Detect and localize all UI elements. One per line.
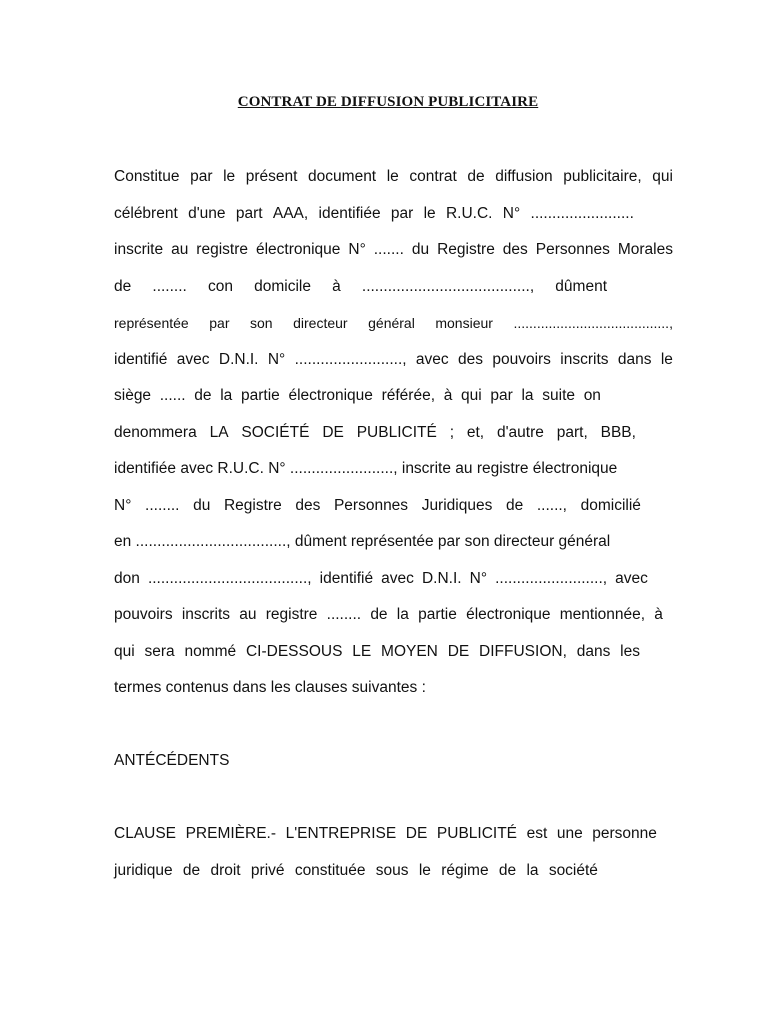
paragraph-line — [114, 167, 673, 187]
word: LA — [209, 424, 229, 441]
word: ......................................., — [361, 278, 535, 295]
word: domicilié — [580, 497, 641, 514]
word: inscrite — [114, 241, 164, 258]
word: le — [660, 351, 673, 368]
word: part — [235, 205, 263, 222]
section-heading: ANTÉCÉDENTS — [114, 752, 230, 769]
word: ........................ — [530, 205, 634, 222]
word: de — [370, 606, 388, 623]
word: N° — [469, 570, 488, 587]
word: de — [194, 387, 212, 404]
word: ........................., — [495, 570, 608, 587]
word: représentée — [114, 315, 189, 331]
word: de — [498, 862, 517, 879]
word: des — [295, 497, 321, 514]
word: la — [526, 862, 539, 879]
word: par — [190, 168, 213, 185]
word: célébrent — [114, 205, 178, 222]
word: document — [308, 168, 377, 185]
word: au — [171, 241, 189, 258]
word: société — [548, 862, 598, 879]
word: diffusion — [495, 168, 553, 185]
word: par — [209, 315, 230, 331]
word: qui — [461, 387, 482, 404]
word: son — [250, 315, 273, 331]
word: con — [207, 278, 233, 295]
word: identifié — [319, 570, 374, 587]
word: suite — [542, 387, 575, 404]
word: de — [467, 168, 485, 185]
word: registre — [265, 606, 318, 623]
word: ....................................., — [147, 570, 312, 587]
word: identifiée — [318, 205, 381, 222]
word: du — [411, 241, 430, 258]
word: une — [556, 825, 583, 842]
word: D.N.I. — [421, 570, 462, 587]
word: inscrits — [181, 606, 231, 623]
paragraph-line — [114, 569, 648, 589]
word: d'autre — [496, 424, 544, 441]
word: dûment — [555, 278, 607, 295]
word: à — [654, 606, 663, 623]
word: don — [114, 570, 140, 587]
word: ........................., — [294, 351, 407, 368]
word: R.U.C. — [445, 205, 493, 222]
word: la — [396, 606, 409, 623]
word: ........ — [152, 278, 187, 295]
word: par — [490, 387, 513, 404]
word: directeur — [293, 315, 348, 331]
word: référée, — [381, 387, 436, 404]
word: DE — [322, 424, 344, 441]
word: Constitue — [114, 168, 180, 185]
word: domicile — [254, 278, 311, 295]
paragraph-line — [114, 240, 673, 260]
word: publicitaire, — [563, 168, 642, 185]
word: partie — [240, 387, 280, 404]
word: D.N.I. — [218, 351, 259, 368]
word: sous — [375, 862, 409, 879]
word: est — [526, 825, 548, 842]
word: Registre — [223, 497, 282, 514]
word: et, — [466, 424, 485, 441]
word: présent — [245, 168, 298, 185]
word: la — [220, 387, 233, 404]
word: identifié — [114, 351, 168, 368]
word: L'ENTREPRISE — [285, 825, 397, 842]
word: juridique — [114, 862, 173, 879]
word: Personnes — [333, 497, 409, 514]
word: Juridiques — [421, 497, 493, 514]
word: partie — [418, 606, 457, 623]
word: BBB, — [600, 424, 636, 441]
word: PUBLICITÉ — [436, 825, 518, 842]
word: régime — [441, 862, 489, 879]
word: on — [583, 387, 601, 404]
word: N° — [114, 497, 132, 514]
word: la — [521, 387, 534, 404]
word: part, — [556, 424, 588, 441]
paragraph-line — [114, 386, 601, 406]
word: dans — [576, 643, 611, 660]
word: des — [458, 351, 483, 368]
word: avec — [381, 570, 414, 587]
word: monsieur — [435, 315, 493, 331]
word: général — [368, 315, 415, 331]
word: DIFFUSION, — [479, 643, 567, 660]
word: de — [505, 497, 524, 514]
word: les — [620, 643, 640, 660]
word: contrat — [409, 168, 457, 185]
word: ........................................, — [513, 315, 673, 331]
word: au — [239, 606, 257, 623]
word: mentionnée, — [559, 606, 646, 623]
word: constituée — [294, 862, 366, 879]
word: PUBLICITÉ — [356, 424, 437, 441]
word: des — [502, 241, 528, 258]
word: pouvoirs — [114, 606, 173, 623]
word: ........ — [326, 606, 362, 623]
paragraph-line: identifiée avec R.U.C. N° ........................, inscrite au registre électronique — [114, 460, 618, 477]
word: à — [332, 278, 341, 295]
word: avec — [615, 570, 648, 587]
word: du — [193, 497, 211, 514]
word: d'une — [188, 205, 226, 222]
clause-line — [114, 824, 657, 844]
word: ; — [449, 424, 454, 441]
word: électronique — [255, 241, 341, 258]
word: qui — [114, 643, 135, 660]
word: MOYEN — [381, 643, 438, 660]
document-title: CONTRAT DE DIFFUSION PUBLICITAIRE — [237, 94, 539, 110]
word: DE — [447, 643, 470, 660]
word: LE — [352, 643, 372, 660]
clause-line — [114, 861, 598, 881]
word: à — [443, 387, 453, 404]
word: CLAUSE — [114, 825, 177, 842]
word: AAA, — [272, 205, 309, 222]
word: denommera — [114, 424, 197, 441]
word: de — [114, 278, 132, 295]
word: dans — [617, 351, 652, 368]
word: ......, — [536, 497, 567, 514]
paragraph-line — [114, 605, 663, 625]
word: sera — [144, 643, 175, 660]
word: privé — [250, 862, 285, 879]
word: par — [390, 205, 414, 222]
word: nommé — [184, 643, 237, 660]
word: registre — [196, 241, 248, 258]
word: avec — [415, 351, 449, 368]
word: Registre — [437, 241, 495, 258]
word: droit — [210, 862, 241, 879]
paragraph-line: termes contenus dans les clauses suivantes : — [114, 679, 426, 696]
paragraph-line: en ..................................., dûment représentée par son directeur général — [114, 533, 611, 550]
word: CI-DESSOUS — [245, 643, 343, 660]
word: Personnes — [535, 241, 610, 258]
word: SOCIÉTÉ — [241, 424, 310, 441]
word: qui — [652, 168, 673, 185]
word: ...... — [159, 387, 186, 404]
paragraph-line — [114, 313, 673, 333]
paragraph-line — [114, 642, 640, 662]
word: ........ — [145, 497, 180, 514]
word: le — [418, 862, 431, 879]
word: le — [223, 168, 236, 185]
paragraph-line — [114, 496, 641, 516]
word: N° — [502, 205, 521, 222]
word: Morales — [617, 241, 673, 258]
word: inscrits — [560, 351, 609, 368]
word: ....... — [373, 241, 404, 258]
word: N° — [348, 241, 366, 258]
word: personne — [592, 825, 657, 842]
word: de — [182, 862, 201, 879]
word: pouvoirs — [492, 351, 551, 368]
word: le — [423, 205, 436, 222]
word: avec — [176, 351, 210, 368]
word: PREMIÈRE.- — [185, 825, 277, 842]
paragraph-line — [114, 204, 634, 224]
word: électronique — [288, 387, 373, 404]
word: le — [386, 168, 399, 185]
paragraph-line — [114, 423, 636, 443]
word: N° — [267, 351, 286, 368]
word: DE — [405, 825, 428, 842]
paragraph-line — [114, 350, 673, 370]
paragraph-line — [114, 277, 607, 297]
word: siège — [114, 387, 152, 404]
word: électronique — [466, 606, 551, 623]
